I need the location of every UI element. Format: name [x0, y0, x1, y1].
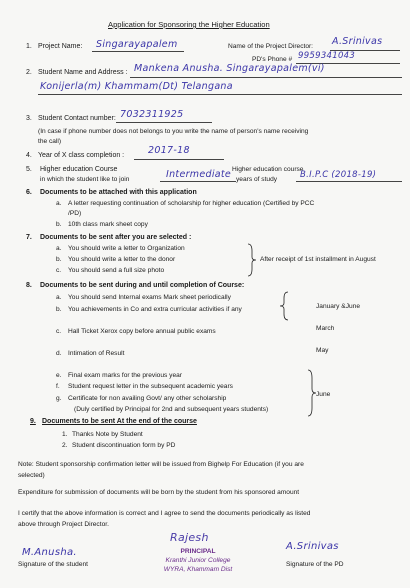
- project-name-label: Project Name:: [38, 43, 83, 50]
- project-name-value: Singarayapalem: [96, 39, 178, 50]
- year-label: Year of X class completion :: [38, 152, 125, 159]
- s8-item-c-letter: c.: [56, 328, 62, 335]
- s8-item-b-letter: b.: [56, 306, 62, 313]
- s8-item-d-letter: d.: [56, 350, 62, 357]
- s7-item-c-letter: c.: [56, 267, 62, 274]
- years-value: B.I.P.C (2018-19): [300, 170, 377, 180]
- s8-side-b: January &June: [316, 303, 360, 310]
- s9-item-2-number: 2.: [62, 442, 68, 449]
- s6-item-a-cont: /PD): [68, 210, 82, 217]
- s8-number: 8.: [26, 282, 32, 289]
- student-label: Student Name and Address :: [38, 69, 128, 76]
- s6-title: Documents to be attached with this application: [40, 189, 197, 196]
- course-number: 5.: [26, 166, 32, 173]
- course-label-2: in which the student like to join: [40, 176, 130, 183]
- contact-label: Student Contact number:: [38, 115, 116, 122]
- contact-note: (In case if phone number does not belongs to you write the name of person's name receiving: [38, 128, 309, 135]
- s8-item-f-letter: f.: [56, 383, 60, 390]
- s7-item-c: You should send a full size photo: [68, 267, 165, 274]
- s8-title: Documents to be sent during and until completion of Course:: [40, 282, 245, 289]
- s8-item-g: Certificate for non availing Govt/ any other scholarship: [68, 395, 227, 402]
- principal-stamp-college: Kranthi Junior College: [165, 557, 231, 564]
- student-address: Konijerla(m) Khammam(Dt) Telangana: [40, 81, 233, 92]
- s8-item-g-letter: g.: [56, 395, 62, 402]
- director-value: A.Srinivas: [332, 36, 383, 47]
- page-title: Application for Sponsoring the Higher Education: [108, 20, 270, 29]
- s7-number: 7.: [26, 234, 32, 241]
- note-certify: I certify that the above information is correct and I agree to send the documents periodically as listed: [18, 510, 311, 517]
- s7-item-a: You should write a letter to Organization: [68, 245, 185, 252]
- student-number: 2.: [26, 69, 32, 76]
- s9-item-1-number: 1.: [62, 431, 68, 438]
- s8-item-e: Final exam marks for the previous year: [68, 372, 182, 379]
- contact-note-cont: the call): [38, 138, 62, 145]
- pd-phone-label: PD's Phone #: [252, 56, 293, 63]
- s9-title: Documents to be sent At the end of the course: [42, 418, 197, 425]
- year-value: 2017-18: [148, 145, 190, 156]
- s8-item-a: You should send Internal exams Mark sheet periodically: [68, 294, 231, 301]
- student-value: Mankena Anusha. Singarayapalem(vi): [134, 63, 325, 74]
- s6-number: 6.: [26, 189, 32, 196]
- course-value: Intermediate: [166, 169, 232, 180]
- student-signature: M.Anusha.: [22, 547, 77, 558]
- s6-item-a-letter: a.: [56, 200, 62, 207]
- s8-item-g-note: (Duly certified by Principal for 2nd and subsequent years students): [74, 406, 269, 413]
- s8-item-c: Hall Ticket Xerox copy before annual public exams: [68, 328, 216, 335]
- s7-item-b-letter: b.: [56, 256, 62, 263]
- s7-side-note: After receipt of 1st installment in August: [260, 256, 376, 263]
- s8-item-b: You achievements in Co and extra curricular activities if any: [68, 306, 242, 313]
- s7-item-a-letter: a.: [56, 245, 62, 252]
- pd-signature-label: Signature of the PD: [286, 561, 344, 568]
- s8-side-c: March: [316, 325, 335, 332]
- s7-item-b: You should write a letter to the donor: [68, 256, 176, 263]
- principal-stamp-title: PRINCIPAL: [180, 548, 216, 555]
- s6-item-b: 10th class mark sheet copy: [68, 221, 148, 228]
- pd-signature: A.Srinivas: [286, 541, 339, 552]
- s6-item-b-letter: b.: [56, 221, 62, 228]
- student-signature-label: Signature of the student: [18, 561, 89, 568]
- s9-number: 9.: [30, 418, 36, 425]
- year-number: 4.: [26, 152, 32, 159]
- contact-value: 7032311925: [120, 109, 184, 120]
- principal-signature: Rajesh: [170, 531, 209, 544]
- s8-item-d: Intimation of Result: [68, 350, 125, 357]
- s8-bracket-ab: [278, 291, 290, 321]
- years-label-2: years of study: [236, 176, 278, 183]
- s8-side-efg: June: [316, 391, 331, 398]
- principal-stamp-place: WYRA, Khammam Dist: [163, 566, 233, 573]
- s8-item-a-letter: a.: [56, 294, 62, 301]
- s8-item-f: Student request letter in the subsequent academic years: [68, 383, 233, 390]
- note-confirmation: Note: Student sponsorship confirmation letter will be issued from Bighelp For Education (if you are: [18, 461, 304, 468]
- course-label: Higher education Course: [40, 166, 118, 173]
- note-certify-cont: above through Project Director.: [18, 521, 109, 528]
- s8-item-e-letter: e.: [56, 372, 62, 379]
- pd-phone-value: 9959341043: [298, 51, 356, 61]
- note-confirmation-cont: selected): [18, 472, 45, 479]
- s9-item-2: Student discontinuation form by PD: [72, 442, 176, 449]
- project-name-number: 1.: [26, 43, 32, 50]
- contact-number-index: 3.: [26, 115, 32, 122]
- s6-item-a: A letter requesting continuation of scholarship for higher education (Certified by PCC: [68, 200, 315, 207]
- years-label: Higher education course: [232, 166, 304, 173]
- s8-side-d: May: [316, 347, 329, 354]
- s9-item-1: Thanks Note by Student: [72, 431, 143, 438]
- s7-bracket: [246, 243, 258, 277]
- director-label: Name of the Project Director:: [228, 43, 314, 50]
- s7-title: Documents to be sent after you are selected :: [40, 234, 192, 241]
- note-expenditure: Expenditure for submission of documents will be born by the student from his sponsored amount: [18, 489, 300, 496]
